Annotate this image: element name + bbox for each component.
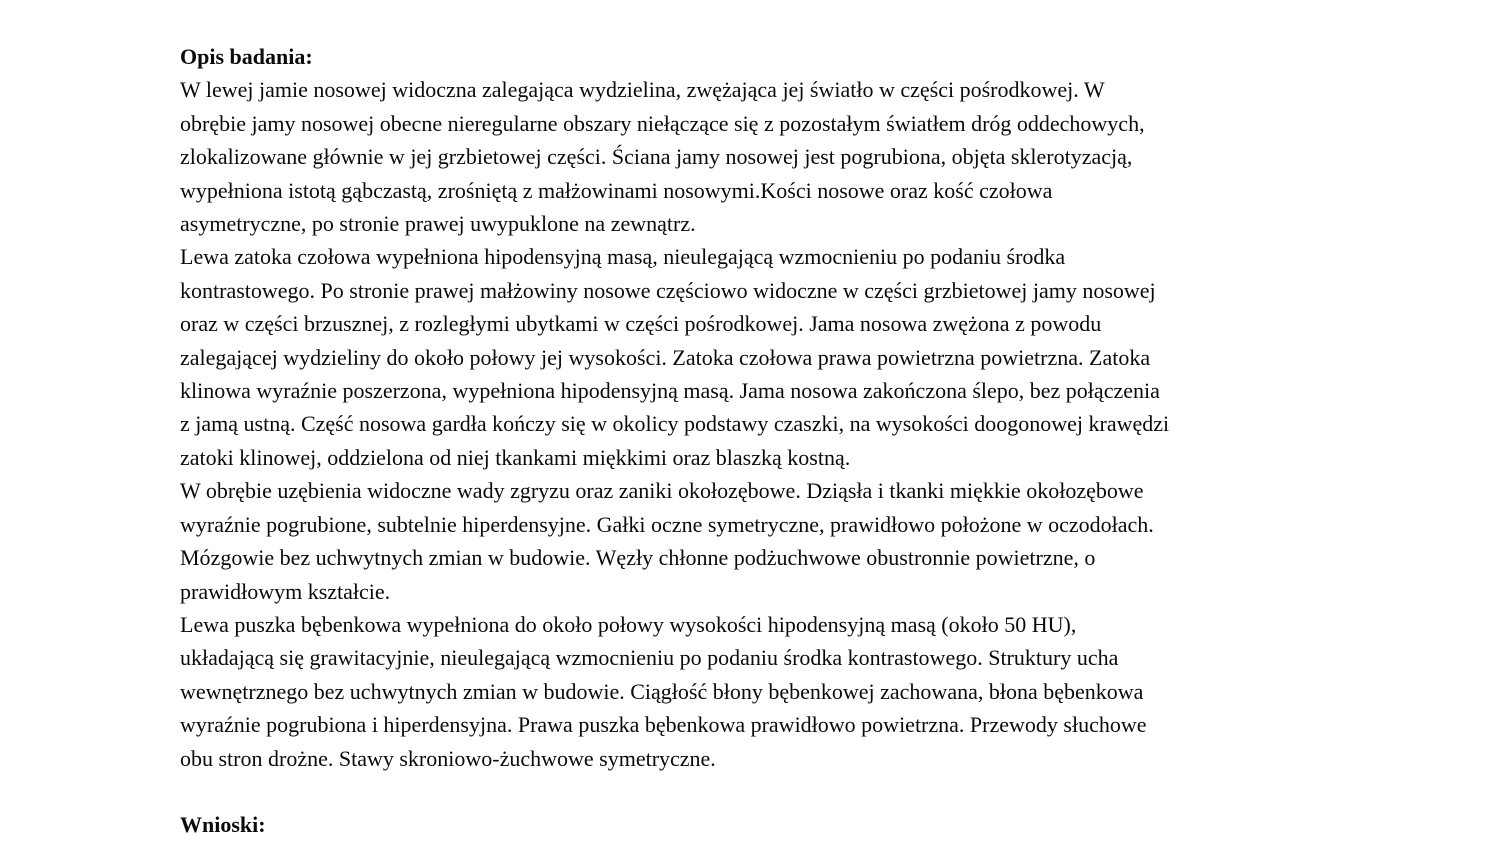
report-body-text xyxy=(180,73,1440,775)
report-line: wewnętrznego bez uchwytnych zmian w budowie. Ciągłość błony bębenkowej zachowana, błona bębenkowa xyxy=(180,678,1144,704)
report-line: obu stron drożne. Stawy skroniowo-żuchwowe symetryczne. xyxy=(180,745,716,771)
blank-line xyxy=(180,775,1440,808)
report-line: W lewej jamie nosowej widoczna zalegająca wydzielina, zwężająca jej światło w części pośrodkowej. W xyxy=(180,77,1105,103)
report-line: Mózgowie bez uchwytnych zmian w budowie. Węzły chłonne podżuchwowe obustronnie powietrzne, o xyxy=(180,545,1096,571)
report-line: układającą się grawitacyjnie, nieulegającą wzmocnieniu po podaniu środka kontrastowego. Struktury ucha xyxy=(180,645,1119,671)
report-line: zalegającej wydzieliny do około połowy jej wysokości. Zatoka czołowa prawa powietrzna powietrzna. Zatoka xyxy=(180,344,1151,370)
report-line: wypełniona istotą gąbczastą, zrośniętą z małżowinami nosowymi.Kości nosowe oraz kość czołowa xyxy=(180,177,1053,203)
report-line: zatoki klinowej, oddzielona od niej tkankami miękkimi oraz blaszką kostną. xyxy=(180,444,851,470)
report-line: wyraźnie pogrubione, subtelnie hiperdensyjne. Gałki oczne symetryczne, prawidłowo położone w oczodołach. xyxy=(180,511,1154,537)
report-line: kontrastowego. Po stronie prawej małżowiny nosowe częściowo widoczne w części grzbietowej jamy nosowej xyxy=(180,277,1156,303)
report-line: z jamą ustną. Część nosowa gardła kończy się w okolicy podstawy czaszki, na wysokości doogonowej krawędzi xyxy=(180,411,1170,437)
section-heading-wnioski: Wnioski: xyxy=(180,812,266,838)
report-line: W obrębie uzębienia widoczne wady zgryzu oraz zaniki okołozębowe. Dziąsła i tkanki miękkie okołozębowe xyxy=(180,478,1144,504)
report-line: Lewa puszka bębenkowa wypełniona do około połowy wysokości hipodensyjną masą (około 50 HU), xyxy=(180,611,1077,637)
report-line: klinowa wyraźnie poszerzona, wypełniona hipodensyjną masą. Jama nosowa zakończona ślepo, bez połączenia xyxy=(180,378,1160,404)
report-line: obrębie jamy nosowej obecne nieregularne obszary niełączące się z pozostałym światłem dróg oddechowych, xyxy=(180,110,1145,136)
report-line: zlokalizowane głównie w jej grzbietowej części. Ściana jamy nosowej jest pogrubiona, objęta sklerotyzacją, xyxy=(180,144,1133,170)
section-heading-opis-badania: Opis badania: xyxy=(180,44,313,69)
report-line: prawidłowym kształcie. xyxy=(180,578,391,604)
report-line: asymetryczne, po stronie prawej uwypuklone na zewnątrz. xyxy=(180,211,696,237)
report-line: oraz w części brzusznej, z rozległymi ubytkami w części pośrodkowej. Jama nosowa zwężona z powodu xyxy=(180,311,1102,337)
report-line: wyraźnie pogrubiona i hiperdensyjna. Prawa puszka bębenkowa prawidłowo powietrzna. Przewody słuchowe xyxy=(180,712,1147,738)
report-line: Lewa zatoka czołowa wypełniona hipodensyjną masą, nieulegającą wzmocnieniu po podaniu środka xyxy=(180,244,1066,270)
